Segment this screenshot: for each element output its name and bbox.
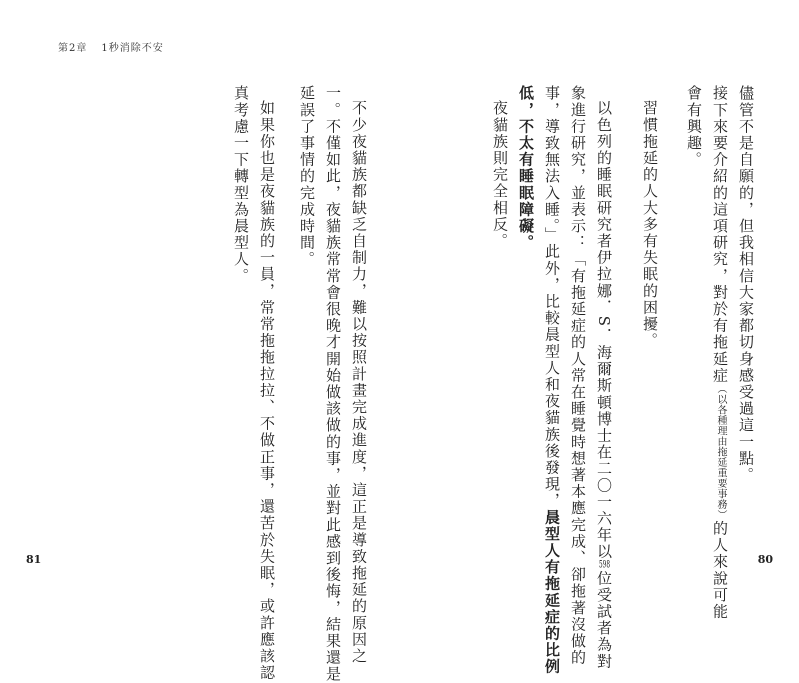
- left-page-line-3: 延誤了事情的完成時間。: [298, 85, 316, 268]
- left-page-line-5: 真考慮一下轉型為晨型人。: [232, 85, 250, 285]
- participant-count: 598: [599, 560, 610, 571]
- right-page-line-3: 會有興趣。: [685, 85, 703, 168]
- left-page-line-4: 如果你也是夜貓族的一員，常常拖拖拉拉、不做正事，還苦於失眠，或許應該認: [258, 100, 276, 681]
- emphasis-text-cont: 低，不太有睡眠障礙。: [517, 85, 535, 251]
- footnote-gloss: （以各種理由拖延重要事務）: [715, 383, 726, 521]
- right-page-line-9: 夜貓族則完全相反。: [491, 100, 509, 250]
- right-page-line-1: 儘管不是自願的，但我相信大家都切身感受過這一點。: [737, 85, 755, 484]
- chapter-title: 1秒消除不安: [101, 43, 164, 54]
- right-page-line-5: 以色列的睡眠研究者伊拉娜．S．海爾斯頓博士在二〇一六年以598位受試者為對: [595, 100, 613, 670]
- chapter-label: 第2章: [58, 43, 88, 54]
- page-number-left: 81: [26, 553, 42, 566]
- right-page-line-6: 象進行研究，並表示：「有拖延症的人常在睡覺時想著本應完成、卻拖著沒做的: [569, 85, 587, 666]
- right-page-line-7: 事，導致無法入睡。」此外，比較晨型人和夜貓族後發現，晨型人有拖延症的比例: [543, 85, 561, 676]
- left-page-line-2: 一。不僅如此，夜貓族常常會很晚才開始做該做的事，並對此感到後悔，結果還是: [324, 85, 342, 683]
- running-header: [58, 39, 164, 54]
- page-number-right: 80: [757, 553, 773, 566]
- right-page-line-2: 接下來要介紹的這項研究，對於有拖延症（以各種理由拖延重要事務）的人來說可能: [711, 85, 729, 620]
- right-page-line-4: 習慣拖延的人大多有失眠的困擾。: [641, 100, 659, 349]
- emphasis-text: 晨型人有拖延症的比例: [543, 509, 561, 676]
- right-page-line-8: [518, 85, 533, 545]
- left-page-line-1: 不少夜貓族都缺乏自制力，難以按照計畫完成進度，這正是導致拖延的原因之: [350, 100, 368, 665]
